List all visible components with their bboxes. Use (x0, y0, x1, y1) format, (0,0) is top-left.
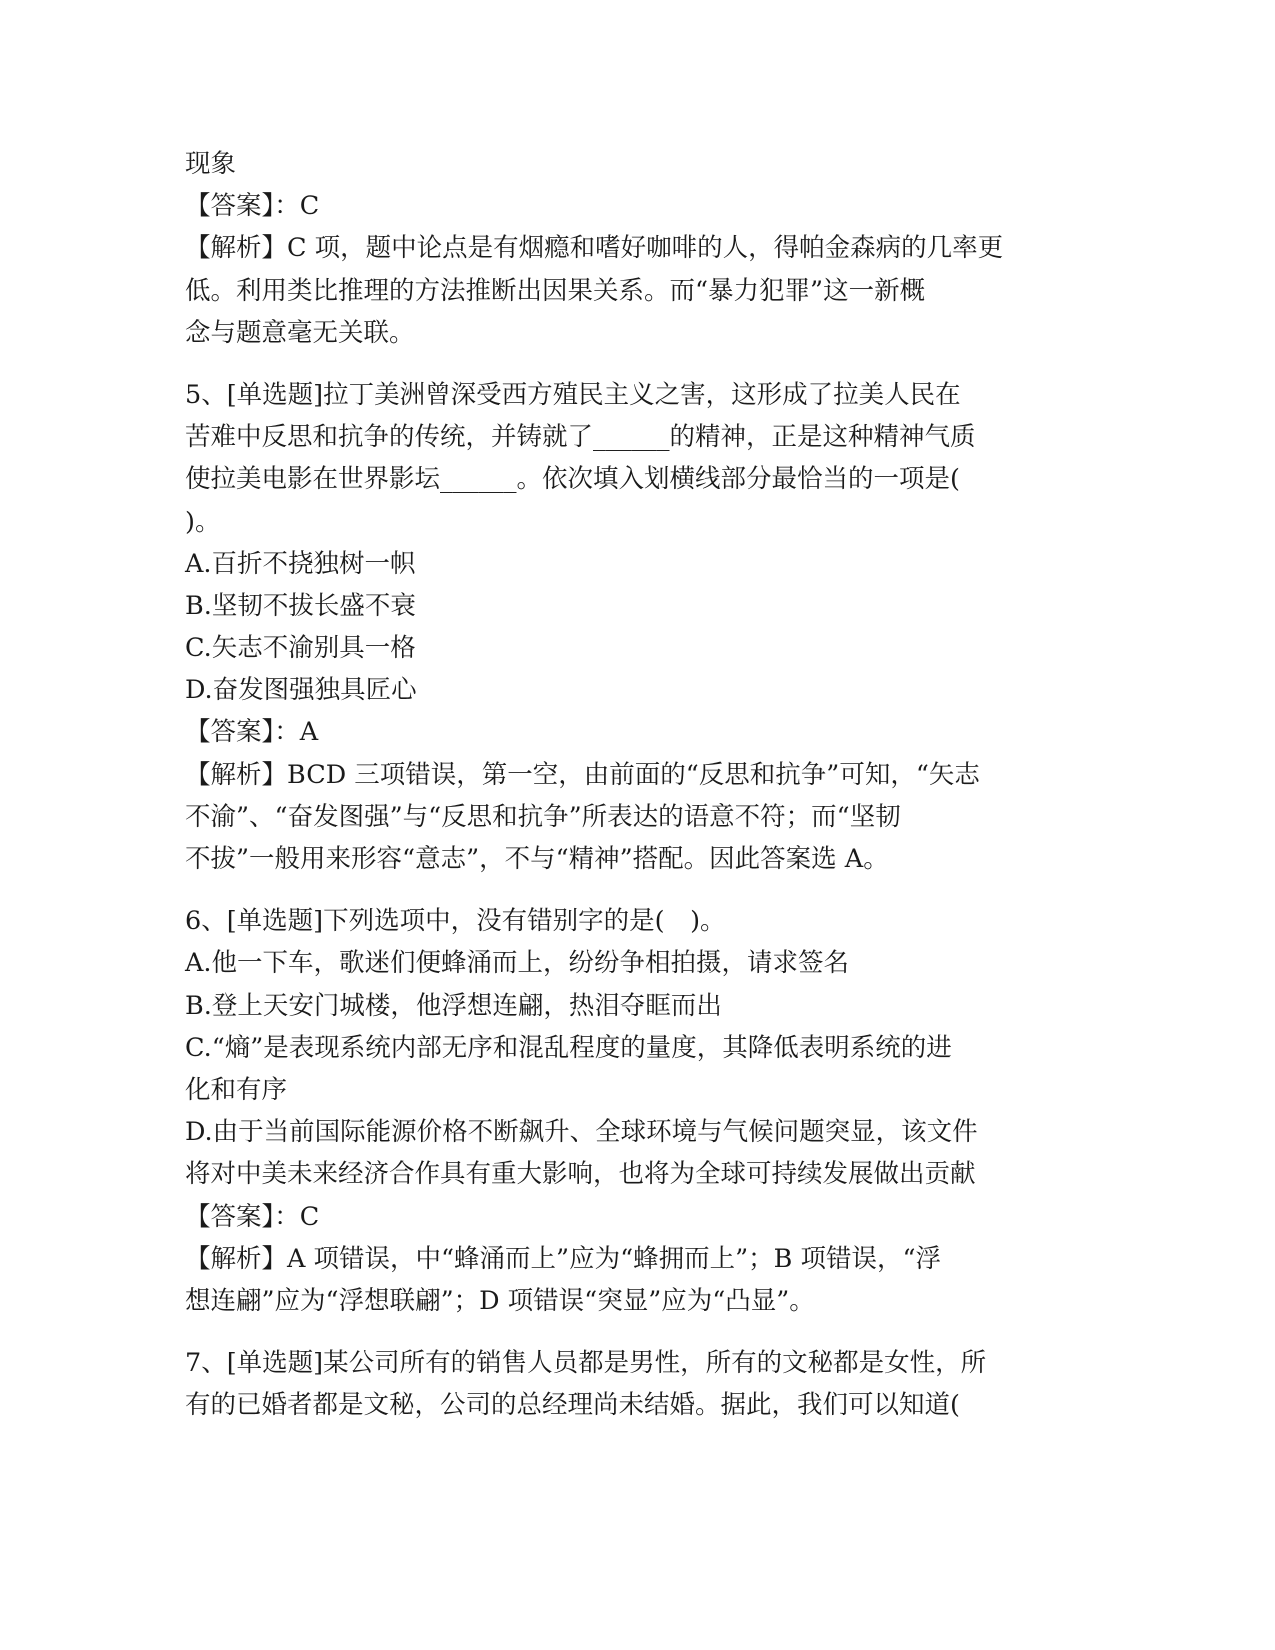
analysis-line: 念与题意毫无关联。 (185, 317, 415, 348)
option-d: D.由于当前国际能源价格不断飙升、全球环境与气候问题突显，该文件 (185, 1117, 978, 1148)
question-stem-line: 7、[单选题]某公司所有的销售人员都是男性，所有的文秘都是女性，所 (185, 1348, 987, 1379)
question-5 (185, 374, 1065, 880)
question-stem-line: )。 (185, 506, 221, 537)
analysis-line: 不拔”一般用来形容“意志”，不与“精神”搭配。因此答案选 A。 (185, 844, 889, 874)
option-a: A.百折不挠独树一帜 (185, 548, 416, 579)
analysis-line: 【解析】BCD 三项错误，第一空，由前面的“反思和抗争”可知，“矢志 (185, 759, 980, 790)
option-c: C.矢志不渝别具一格 (185, 633, 416, 664)
option-d-continued: 将对中美未来经济合作具有重大影响，也将为全球可持续发展做出贡献 (185, 1159, 976, 1190)
previous-question-continuation (185, 143, 1065, 354)
question-stem-line: 6、[单选题]下列选项中，没有错别字的是( )。 (185, 906, 726, 937)
document-page (185, 143, 1065, 1426)
option-c-continued: 化和有序 (185, 1074, 288, 1105)
option-c: C.“熵”是表现系统内部无序和混乱程度的量度，其降低表明系统的进 (185, 1032, 952, 1063)
question-6 (185, 900, 1065, 1322)
question-7 (185, 1342, 1065, 1426)
spacer (185, 1322, 1065, 1342)
option-text-tail: 现象 (185, 149, 237, 179)
analysis-line: 不渝”、“奋发图强”与“反思和抗争”所表达的语意不符；而“坚韧 (185, 801, 901, 832)
answer-line: 【答案】：A (185, 717, 319, 748)
question-stem-line: 有的已婚者都是文秘，公司的总经理尚未结婚。据此，我们可以知道( (185, 1390, 960, 1421)
question-stem-line: 使拉美电影在世界影坛______。依次填入划横线部分最恰当的一项是( (185, 464, 960, 495)
option-b: B.坚韧不拔长盛不衰 (185, 590, 416, 621)
spacer (185, 880, 1065, 900)
question-stem-line: 苦难中反思和抗争的传统，并铸就了______的精神，正是这种精神气质 (185, 422, 976, 453)
analysis-line: 低。利用类比推理的方法推断出因果关系。而“暴力犯罪”这一新概 (185, 275, 926, 306)
answer-line: 【答案】：C (185, 191, 320, 222)
answer-line: 【答案】：C (185, 1201, 320, 1232)
option-a: A.他一下车，歌迷们便蜂涌而上，纷纷争相拍摄，请求签名 (185, 948, 850, 979)
option-b: B.登上天安门城楼，他浮想连翩，热泪夺眶而出 (185, 990, 722, 1021)
option-d: D.奋发图强独具匠心 (185, 675, 417, 706)
analysis-line: 想连翩”应为“浮想联翩”；D 项错误“突显”应为“凸显”。 (185, 1285, 815, 1316)
analysis-line: 【解析】C 项，题中论点是有烟瘾和嗜好咖啡的人，得帕金森病的几率更 (185, 233, 1004, 264)
question-stem-line: 5、[单选题]拉丁美洲曾深受西方殖民主义之害，这形成了拉美人民在 (185, 379, 961, 410)
spacer (185, 354, 1065, 374)
analysis-line: 【解析】A 项错误，中“蜂涌而上”应为“蜂拥而上”；B 项错误，“浮 (185, 1243, 942, 1274)
